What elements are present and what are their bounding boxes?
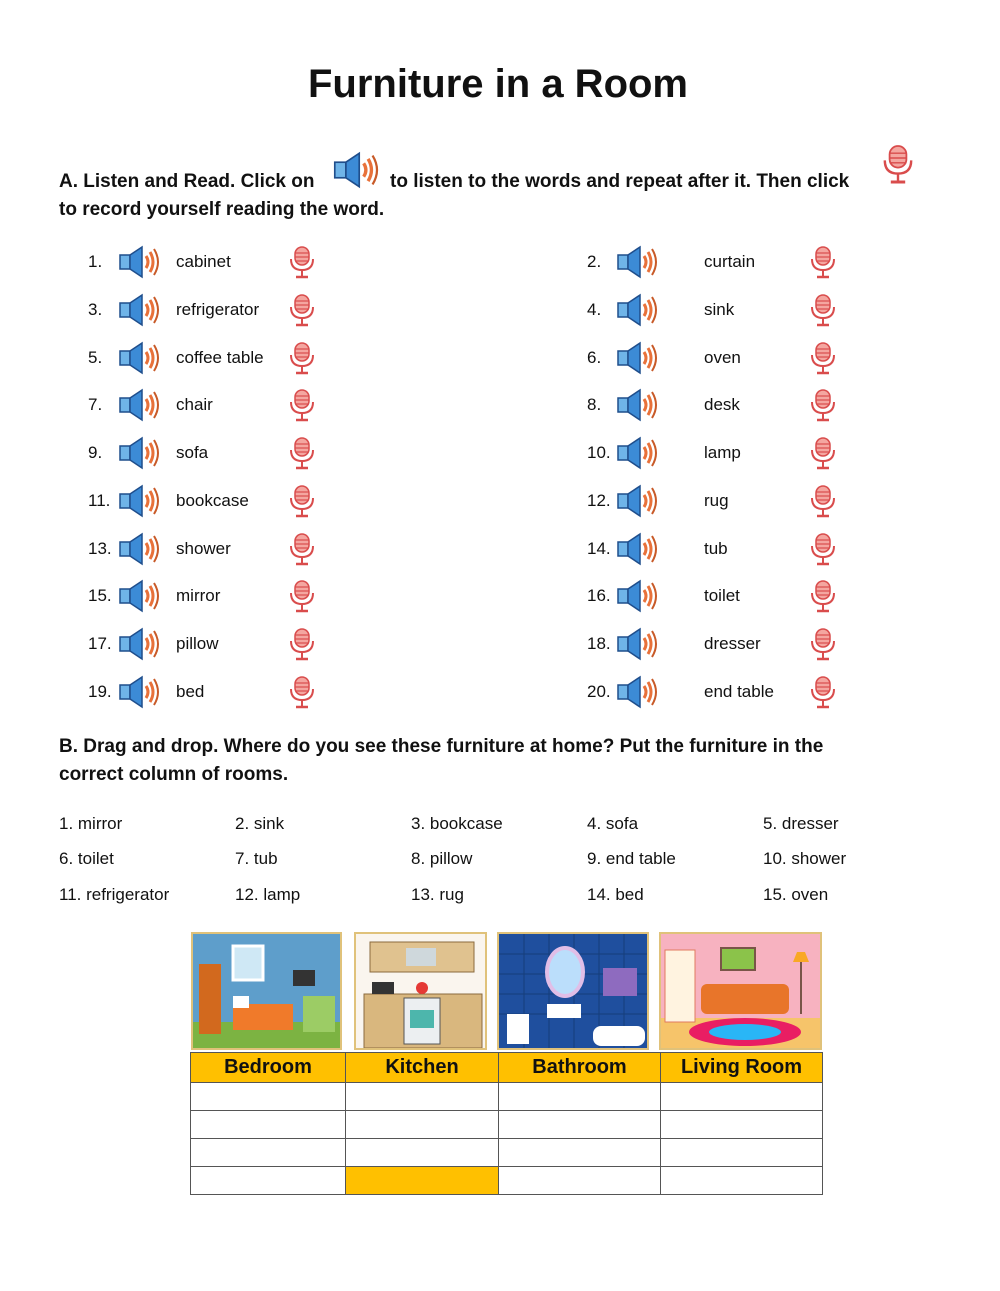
header-bathroom: Bathroom: [499, 1053, 661, 1083]
drag-item[interactable]: 7. tub: [235, 849, 278, 868]
word-label: desk: [704, 395, 740, 414]
drag-item[interactable]: 5. dresser: [763, 814, 839, 833]
word-number: 18.: [587, 634, 611, 653]
drop-cell[interactable]: [191, 1111, 346, 1139]
microphone-icon[interactable]: [287, 484, 317, 518]
word-number: 6.: [587, 348, 602, 367]
drag-item[interactable]: 10. shower: [763, 849, 847, 868]
speaker-icon[interactable]: [118, 340, 162, 376]
word-label: rug: [704, 491, 729, 510]
speaker-icon[interactable]: [118, 387, 162, 423]
speaker-icon[interactable]: [118, 435, 162, 471]
microphone-icon[interactable]: [808, 675, 838, 709]
speaker-icon[interactable]: [118, 244, 162, 280]
drop-cell[interactable]: [346, 1111, 499, 1139]
speaker-icon[interactable]: [118, 531, 162, 567]
drop-cell[interactable]: [191, 1083, 346, 1111]
microphone-icon[interactable]: [287, 245, 317, 279]
table-row: [191, 1139, 823, 1167]
drag-item[interactable]: 4. sofa: [587, 814, 639, 833]
microphone-icon[interactable]: [808, 245, 838, 279]
word-label: tub: [704, 539, 728, 558]
drag-item[interactable]: 12. lamp: [235, 885, 301, 904]
kitchen-image: [354, 932, 487, 1050]
speaker-icon[interactable]: [616, 435, 660, 471]
room-header-row: [191, 1053, 823, 1083]
word-label: shower: [176, 539, 231, 558]
bathroom-image: [497, 932, 649, 1050]
microphone-icon[interactable]: [287, 675, 317, 709]
page-title: Furniture in a Room: [308, 62, 688, 106]
word-label: coffee table: [176, 348, 264, 367]
word-label: oven: [704, 348, 741, 367]
word-number: 8.: [587, 395, 602, 414]
microphone-icon[interactable]: [287, 579, 317, 613]
speaker-icon[interactable]: [118, 578, 162, 614]
microphone-icon[interactable]: [287, 341, 317, 375]
microphone-icon[interactable]: [287, 627, 317, 661]
word-label: lamp: [704, 443, 741, 462]
word-label: pillow: [176, 634, 219, 653]
word-number: 14.: [587, 539, 611, 558]
drop-cell[interactable]: [346, 1139, 499, 1167]
word-label: end table: [704, 682, 774, 701]
drag-item[interactable]: 13. rug: [411, 885, 464, 904]
microphone-icon[interactable]: [808, 579, 838, 613]
word-number: 20.: [587, 682, 611, 701]
speaker-icon[interactable]: [616, 578, 660, 614]
word-label: cabinet: [176, 252, 231, 271]
word-number: 12.: [587, 491, 611, 510]
drop-cell[interactable]: [661, 1111, 823, 1139]
speaker-icon[interactable]: [118, 626, 162, 662]
drop-cell-highlighted[interactable]: [346, 1167, 499, 1195]
room-table: [190, 1052, 823, 1195]
living-room-image: [659, 932, 822, 1050]
section-b-instruction-line1: B. Drag and drop. Where do you see these furniture at home? Put the furniture in the: [59, 736, 824, 757]
drop-cell[interactable]: [191, 1167, 346, 1195]
speaker-icon[interactable]: [616, 483, 660, 519]
word-label: toilet: [704, 586, 740, 605]
word-number: 9.: [88, 443, 103, 462]
microphone-icon[interactable]: [287, 532, 317, 566]
microphone-icon[interactable]: [808, 532, 838, 566]
table-row: [191, 1083, 823, 1111]
drop-cell[interactable]: [499, 1083, 661, 1111]
drop-cell[interactable]: [661, 1083, 823, 1111]
microphone-icon[interactable]: [808, 627, 838, 661]
speaker-icon[interactable]: [616, 244, 660, 280]
section-a-instruction-line1: [59, 168, 315, 196]
drop-cell[interactable]: [191, 1139, 346, 1167]
drag-item[interactable]: 8. pillow: [411, 849, 473, 868]
word-number: 10.: [587, 443, 611, 462]
word-number: 17.: [88, 634, 112, 653]
drop-cell[interactable]: [661, 1139, 823, 1167]
speaker-icon[interactable]: [118, 292, 162, 328]
word-label: sink: [704, 300, 735, 319]
word-label: mirror: [176, 586, 221, 605]
microphone-icon[interactable]: [808, 388, 838, 422]
microphone-icon[interactable]: [287, 436, 317, 470]
speaker-icon[interactable]: [616, 626, 660, 662]
word-number: 3.: [88, 300, 103, 319]
word-number: 5.: [88, 348, 103, 367]
word-label: bed: [176, 682, 205, 701]
word-number: 15.: [88, 586, 112, 605]
word-number: 4.: [587, 300, 602, 319]
section-a-instruction-line2: to record yourself reading the word.: [59, 199, 385, 220]
microphone-icon[interactable]: [287, 388, 317, 422]
microphone-icon[interactable]: [808, 436, 838, 470]
drag-item[interactable]: 15. oven: [763, 885, 829, 904]
word-number: 13.: [88, 539, 112, 558]
header-living-room: Living Room: [661, 1053, 823, 1083]
word-label: curtain: [704, 252, 756, 271]
instruction-text-end: to listen to the words and repeat after it. Then click: [390, 171, 850, 192]
section-b-instruction-line2: correct column of rooms.: [59, 764, 289, 785]
speaker-icon[interactable]: [616, 340, 660, 376]
header-kitchen: Kitchen: [346, 1053, 499, 1083]
speaker-icon[interactable]: [616, 292, 660, 328]
drop-cell[interactable]: [499, 1139, 661, 1167]
word-number: 7.: [88, 395, 103, 414]
drag-item[interactable]: 14. bed: [587, 885, 644, 904]
word-number: 11.: [88, 491, 111, 510]
table-row: [191, 1111, 823, 1139]
microphone-icon[interactable]: [880, 143, 916, 185]
word-number: 1.: [88, 252, 103, 271]
word-label: refrigerator: [176, 300, 260, 319]
header-bedroom: Bedroom: [191, 1053, 346, 1083]
drag-item[interactable]: 1. mirror: [59, 814, 123, 833]
bedroom-image: [191, 932, 342, 1050]
microphone-icon[interactable]: [808, 293, 838, 327]
drag-item[interactable]: 6. toilet: [59, 849, 114, 868]
speaker-icon[interactable]: [616, 387, 660, 423]
drop-cell[interactable]: [346, 1083, 499, 1111]
drag-item[interactable]: 11. refrigerator: [59, 885, 170, 904]
word-label: sofa: [176, 443, 209, 462]
microphone-icon[interactable]: [808, 341, 838, 375]
word-label: dresser: [704, 634, 761, 653]
drag-item[interactable]: 2. sink: [235, 814, 285, 833]
table-row: [191, 1167, 823, 1195]
microphone-icon[interactable]: [287, 293, 317, 327]
word-number: 2.: [587, 252, 602, 271]
speaker-icon[interactable]: [330, 150, 384, 190]
microphone-icon[interactable]: [808, 484, 838, 518]
drop-cell[interactable]: [499, 1167, 661, 1195]
speaker-icon[interactable]: [118, 674, 162, 710]
drag-item[interactable]: 9. end table: [587, 849, 676, 868]
drop-cell[interactable]: [499, 1111, 661, 1139]
drag-item[interactable]: 3. bookcase: [411, 814, 503, 833]
word-label: bookcase: [176, 491, 249, 510]
speaker-icon[interactable]: [616, 531, 660, 567]
word-number: 19.: [88, 682, 112, 701]
word-number: 16.: [587, 586, 611, 605]
drop-cell[interactable]: [661, 1167, 823, 1195]
word-label: chair: [176, 395, 213, 414]
instruction-text-start: A. Listen and Read. Click on: [59, 171, 315, 192]
speaker-icon[interactable]: [118, 483, 162, 519]
speaker-icon[interactable]: [616, 674, 660, 710]
